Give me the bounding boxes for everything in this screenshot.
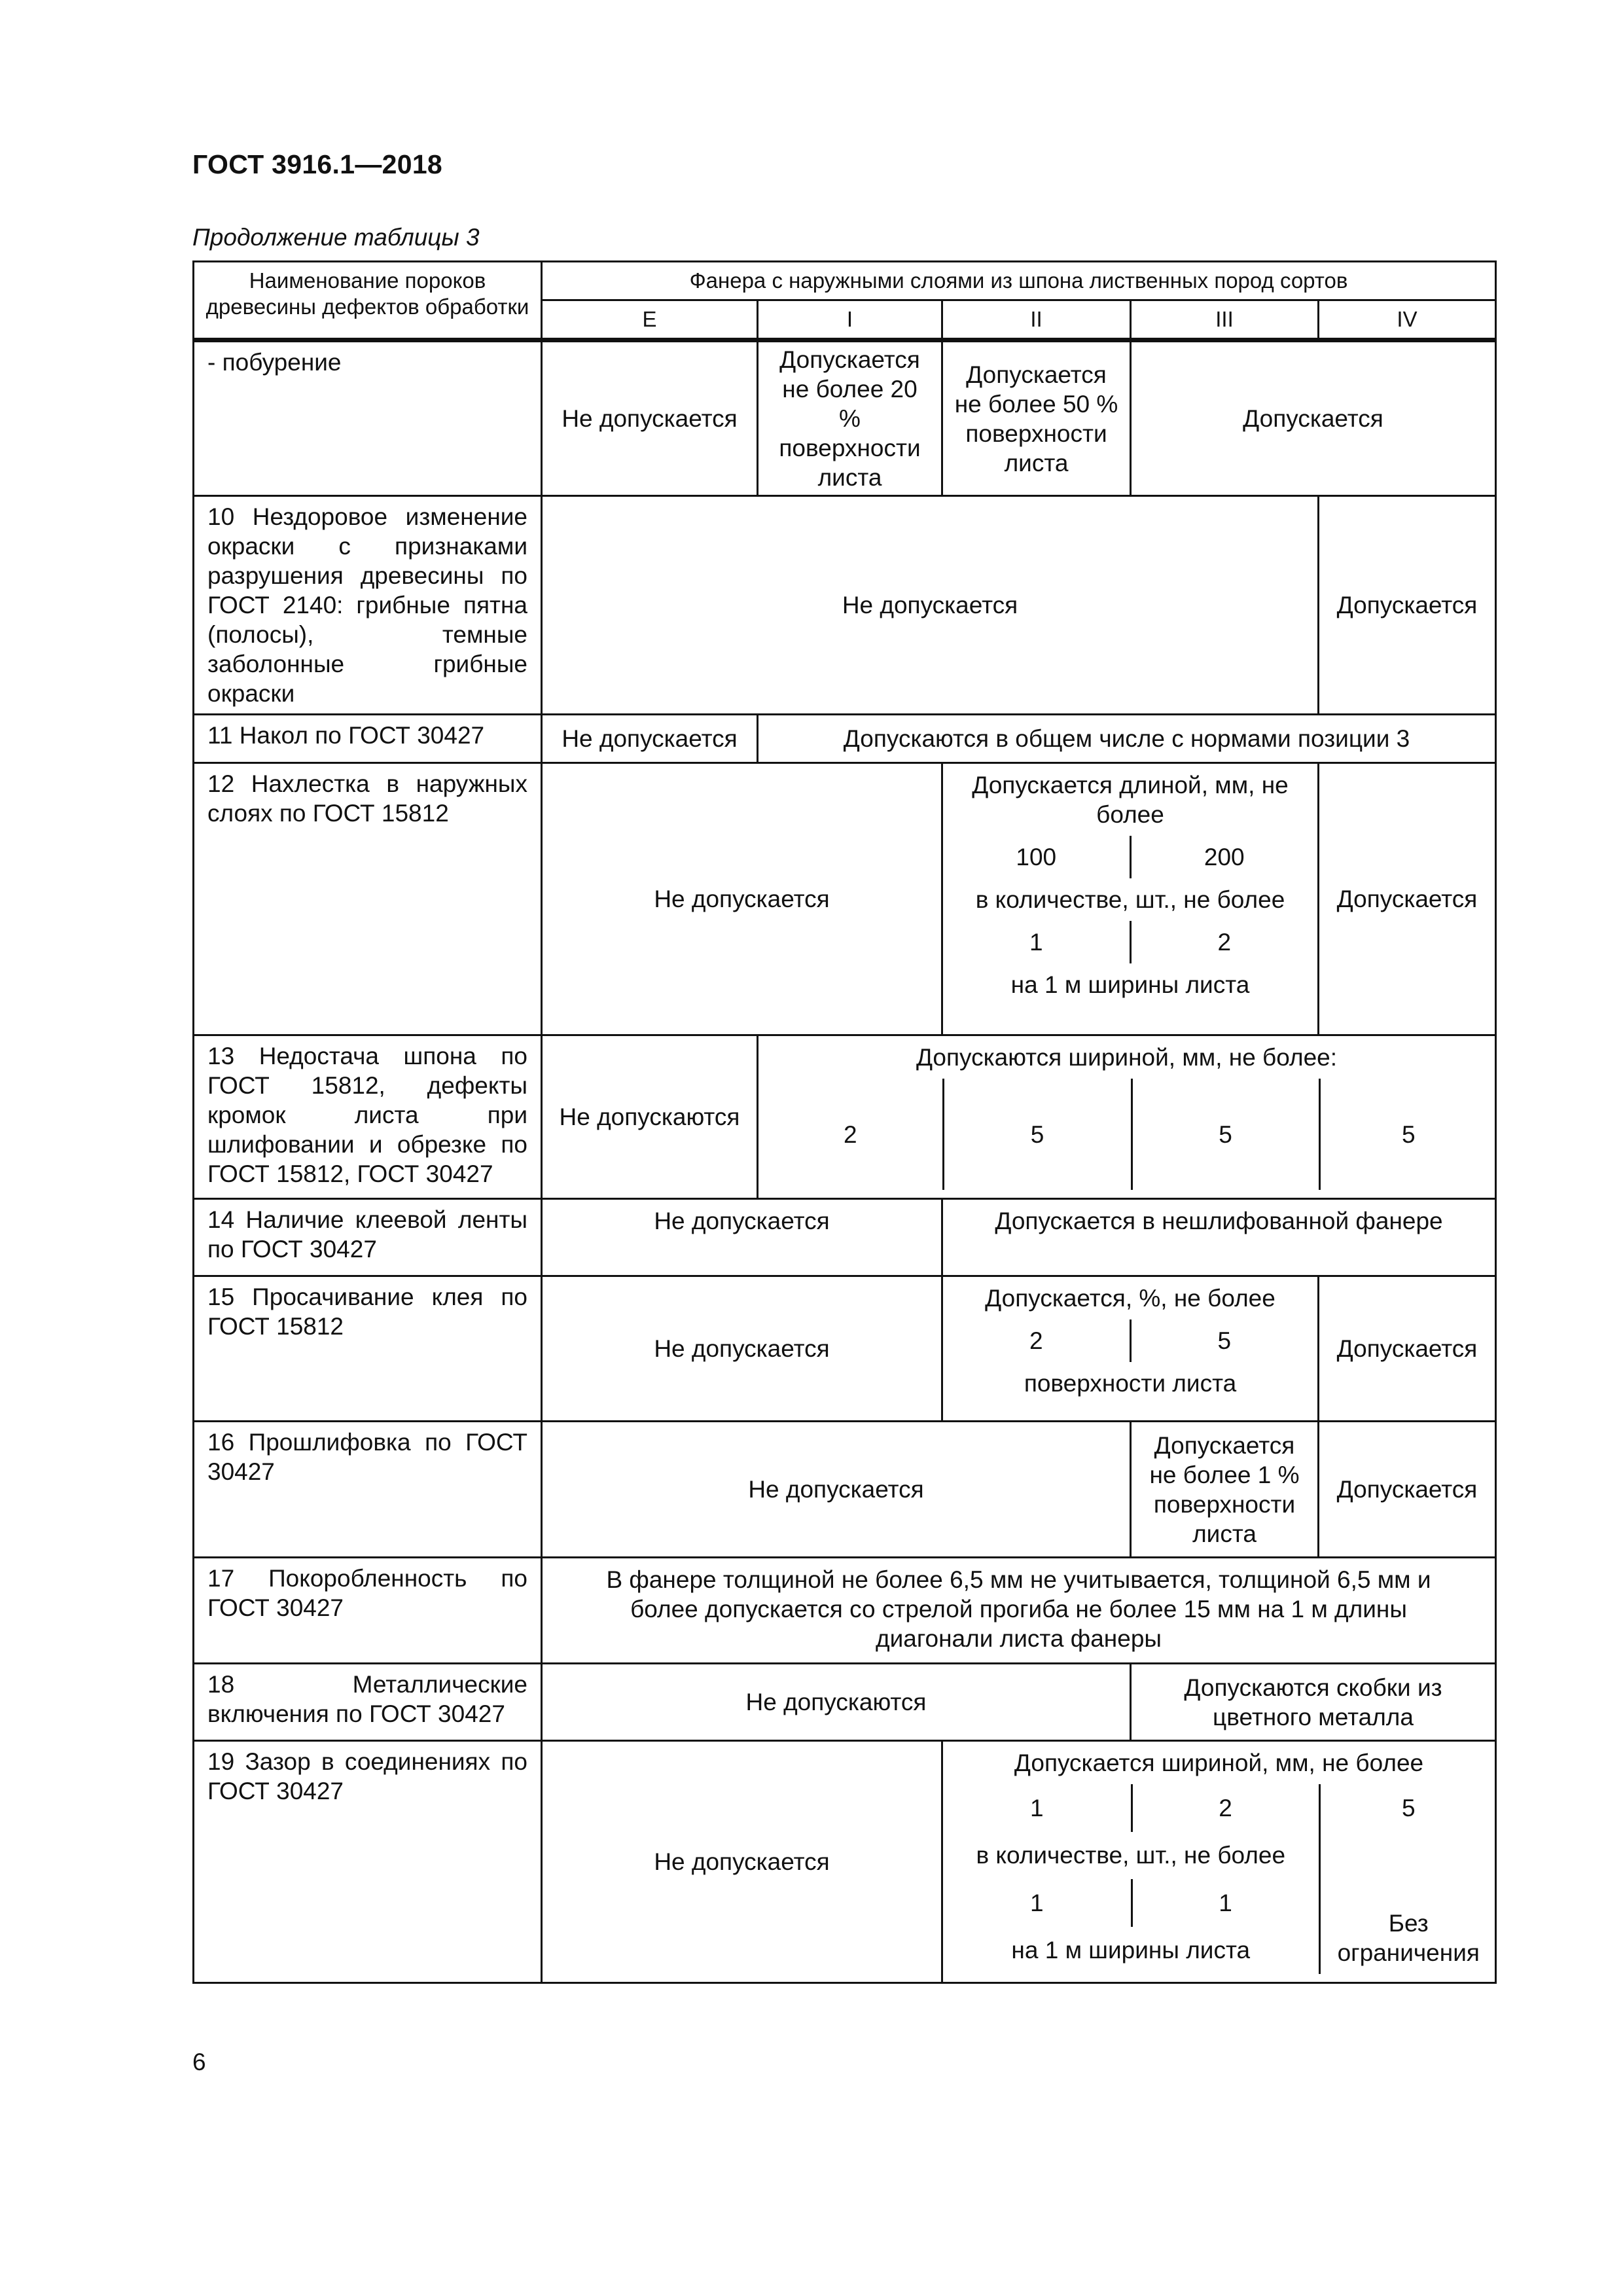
unlimited-iv: Без ограничения xyxy=(1337,1910,1480,1966)
percent-iii: 5 xyxy=(1217,1327,1232,1354)
document-header: ГОСТ 3916.1—2018 xyxy=(192,149,443,179)
header-row xyxy=(194,262,1496,300)
count-ii: 1 xyxy=(943,1879,1132,1927)
table-row xyxy=(194,1558,1496,1664)
count-iii: 2 xyxy=(1217,929,1232,956)
count-ii: 1 xyxy=(943,921,1130,963)
norm-values xyxy=(943,836,1317,878)
count-values xyxy=(943,921,1317,963)
cell-i-iv-widths xyxy=(758,1035,1496,1199)
percent-values xyxy=(943,1319,1317,1362)
defect-name: 18 Металлические включения по ГОСТ 30427 xyxy=(194,1664,542,1741)
cell-ii-iv: Допускается в нешлифованной фанере xyxy=(942,1199,1496,1276)
cell-e-i: Не допускается xyxy=(542,1276,942,1422)
cell-e-i: Не допускается xyxy=(542,1741,942,1983)
defect-name: - побурение xyxy=(194,340,542,496)
norm-title: Допускаются шириной, мм, не более: xyxy=(916,1044,1338,1071)
cell-iv: Допускается xyxy=(1319,1276,1496,1422)
width-values xyxy=(758,1079,1497,1190)
defect-name: 14 Наличие клеевой ленты по ГОСТ 30427 xyxy=(194,1199,542,1276)
defect-name: 17 Покоробленность по ГОСТ 30427 xyxy=(194,1558,542,1664)
grade-iv-header: IV xyxy=(1319,300,1496,340)
length-ii: 100 xyxy=(943,836,1130,878)
per-width-label: на 1 м ширины листа xyxy=(943,1927,1319,1975)
per-width-label: на 1 м ширины листа xyxy=(1010,971,1250,998)
table-caption: Продолжение таблицы 3 xyxy=(192,224,480,251)
cell-iii: Допускается не более 1 % поверхности листа xyxy=(1131,1422,1319,1558)
defects-table xyxy=(192,260,1497,1984)
cell-i-iv: Допускаются в общем числе с нормами позиции 3 xyxy=(758,715,1496,763)
cell-iii-iv: Допускается xyxy=(1131,340,1496,496)
table-row xyxy=(194,715,1496,763)
norm-title: Допускается шириной, мм, не более xyxy=(1014,1749,1424,1776)
cell-iv: Допускается xyxy=(1319,496,1496,715)
cell-e: Не допускается xyxy=(542,715,758,763)
cell-iv: Допускается xyxy=(1319,1422,1496,1558)
cell-e-i: Не допускается xyxy=(542,763,942,1035)
count-label: в количестве, шт., не более xyxy=(975,886,1285,913)
surface-label: поверхности листа xyxy=(1024,1370,1237,1397)
gap-width-iv: 5 xyxy=(1401,1794,1416,1821)
table-row xyxy=(194,340,1496,496)
cell-e-ii: Не допускаются xyxy=(542,1664,1131,1741)
table-row xyxy=(194,1276,1496,1422)
table-row xyxy=(194,1035,1496,1199)
width-ii: 5 xyxy=(943,1079,1132,1190)
defect-name: 10 Нездоровое изменение окраски с признаками разрушения древесины по ГОСТ 2140: грибные пятна (полосы), темные заболонные грибные окраски xyxy=(194,496,542,715)
table-row xyxy=(194,1664,1496,1741)
cell-ii-iii-norms xyxy=(942,1276,1319,1422)
length-iii: 200 xyxy=(1204,844,1245,870)
grade-e-header: E xyxy=(542,300,758,340)
percent-ii: 2 xyxy=(943,1319,1130,1362)
cell-e-i: Не допускается xyxy=(542,1199,942,1276)
cell-i: Допускается не более 20 % поверхности листа xyxy=(758,340,942,496)
gap-norms-grid xyxy=(943,1784,1497,1974)
norm-title: Допускается, %, не более xyxy=(985,1285,1275,1312)
cell-ii-iv-norms xyxy=(942,1741,1496,1983)
table-row xyxy=(194,1741,1496,1983)
cell-iii-iv: Допускаются скобки из цветного металла xyxy=(1131,1664,1496,1741)
grade-ii-header: II xyxy=(942,300,1131,340)
table-row xyxy=(194,1422,1496,1558)
defect-name: 19 Зазор в соединениях по ГОСТ 30427 xyxy=(194,1741,542,1983)
grade-iii-header: III xyxy=(1131,300,1319,340)
gap-width-ii: 1 xyxy=(943,1784,1132,1832)
table-row xyxy=(194,496,1496,715)
cell-ii-iii-norms xyxy=(942,763,1319,1035)
defect-name: 11 Накол по ГОСТ 30427 xyxy=(194,715,542,763)
gap-width-iii: 2 xyxy=(1132,1784,1319,1832)
defect-name: 15 Просачивание клея по ГОСТ 15812 xyxy=(194,1276,542,1422)
page-number: 6 xyxy=(192,2049,206,2075)
grade-group-header: Фанера с наружными слоями из шпона лиственных пород сортов xyxy=(542,262,1496,300)
cell-e: Не допускается xyxy=(542,340,758,496)
table-row xyxy=(194,1199,1496,1276)
count-label: в количестве, шт., не более xyxy=(943,1832,1319,1880)
cell-e: Не допускаются xyxy=(542,1035,758,1199)
cell-ii: Допускается не более 50 % поверхности листа xyxy=(942,340,1131,496)
width-i: 2 xyxy=(758,1079,943,1190)
defect-name: 13 Недостача шпона по ГОСТ 15812, дефекты кромок листа при шлифовании и обрезке по ГОСТ 15812, ГОСТ 30427 xyxy=(194,1035,542,1199)
count-iii: 1 xyxy=(1132,1879,1319,1927)
width-iii: 5 xyxy=(1132,1079,1319,1190)
width-iv: 5 xyxy=(1401,1121,1416,1148)
defect-name: 12 Нахлестка в наружных слоях по ГОСТ 15812 xyxy=(194,763,542,1035)
cell-e-iii: Не допускается xyxy=(542,496,1319,715)
cell-e-ii: Не допускается xyxy=(542,1422,1131,1558)
name-column-header: Наименование пороков древесины дефектов обработки xyxy=(194,262,542,340)
cell-all-grades: В фанере толщиной не более 6,5 мм не учитывается, толщиной 6,5 мм и более допускается со стрелой прогиба не более 15 мм на 1 м длины диагонали листа фанеры xyxy=(542,1558,1496,1664)
cell-iv: Допускается xyxy=(1319,763,1496,1035)
grade-i-header: I xyxy=(758,300,942,340)
defect-name: 16 Прошлифовка по ГОСТ 30427 xyxy=(194,1422,542,1558)
table-row xyxy=(194,763,1496,1035)
norm-title: Допускается длиной, мм, не более xyxy=(972,772,1289,828)
